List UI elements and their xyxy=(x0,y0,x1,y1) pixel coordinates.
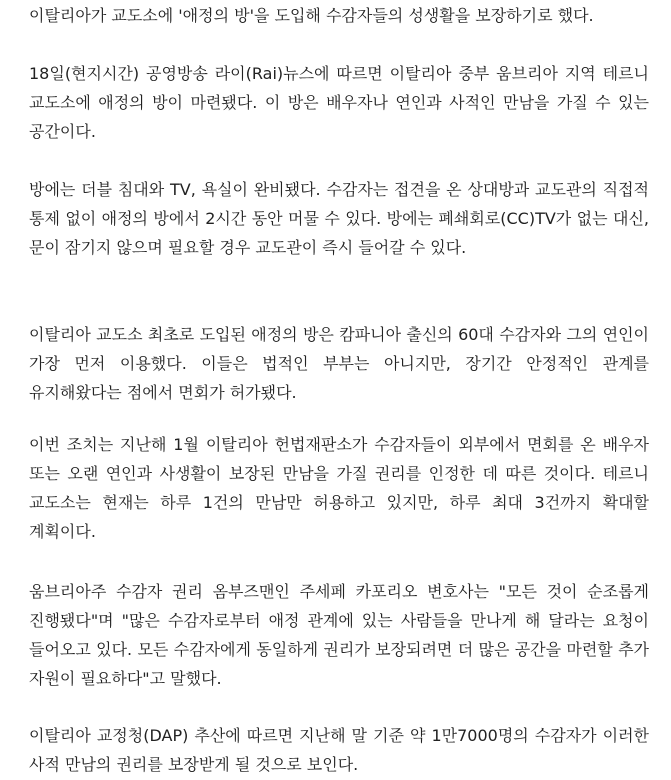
article-paragraph-7: 이탈리아 교정청(DAP) 추산에 따르면 지난해 말 기준 약 1만7000명의 수감자가 이러한 사적 만남의 권리를 보장받게 될 것으로 보인다. xyxy=(29,726,649,774)
article-paragraph-5: 이번 조치는 지난해 1월 이탈리아 헌법재판소가 수감자들이 외부에서 면회를 온 배우자 또는 오랜 연인과 사생활이 보장된 만남을 가질 권리를 인정한 데 따른 것이다. 테르니 교도소는 현재는 하루 1건의 만남만 허용하고 있지만, 하루 최대 3건까지 확대할 계획이다. xyxy=(29,435,649,541)
article-paragraph-6: 움브리아주 수감자 권리 옴부즈맨인 주세페 카포리오 변호사는 "모든 것이 순조롭게 진행됐다"며 "많은 수감자로부터 애정 관계에 있는 사람들을 만나게 해 달라는 요청이 들어오고 있다. 모든 수감자에게 동일하게 권리가 보장되려면 더 많은 공간을 마련할 추가 자원이 필요하다"고 말했다. xyxy=(29,582,649,688)
article-paragraph-4: 이탈리아 교도소 최초로 도입된 애정의 방은 캄파니아 출신의 60대 수감자와 그의 연인이 가장 먼저 이용했다. 이들은 법적인 부부는 아니지만, 장기간 안정적인 관계를 유지해왔다는 점에서 면회가 허가됐다. xyxy=(29,325,649,402)
article-paragraph-2: 18일(현지시간) 공영방송 라이(Rai)뉴스에 따르면 이탈리아 중부 움브리아 지역 테르니 교도소에 애정의 방이 마련됐다. 이 방은 배우자나 연인과 사적인 만남을 가질 수 있는 공간이다. xyxy=(29,64,649,141)
article-paragraph-3: 방에는 더블 침대와 TV, 욕실이 완비됐다. 수감자는 접견을 온 상대방과 교도관의 직접적 통제 없이 애정의 방에서 2시간 동안 머물 수 있다. 방에는 폐쇄회로(CC)TV가 없는 대신, 문이 잠기지 않으며 필요할 경우 교도관이 즉시 들어갈 수 있다. xyxy=(29,180,649,257)
article-paragraph-1: 이탈리아가 교도소에 '애정의 방'을 도입해 수감자들의 성생활을 보장하기로 했다. xyxy=(29,6,594,25)
